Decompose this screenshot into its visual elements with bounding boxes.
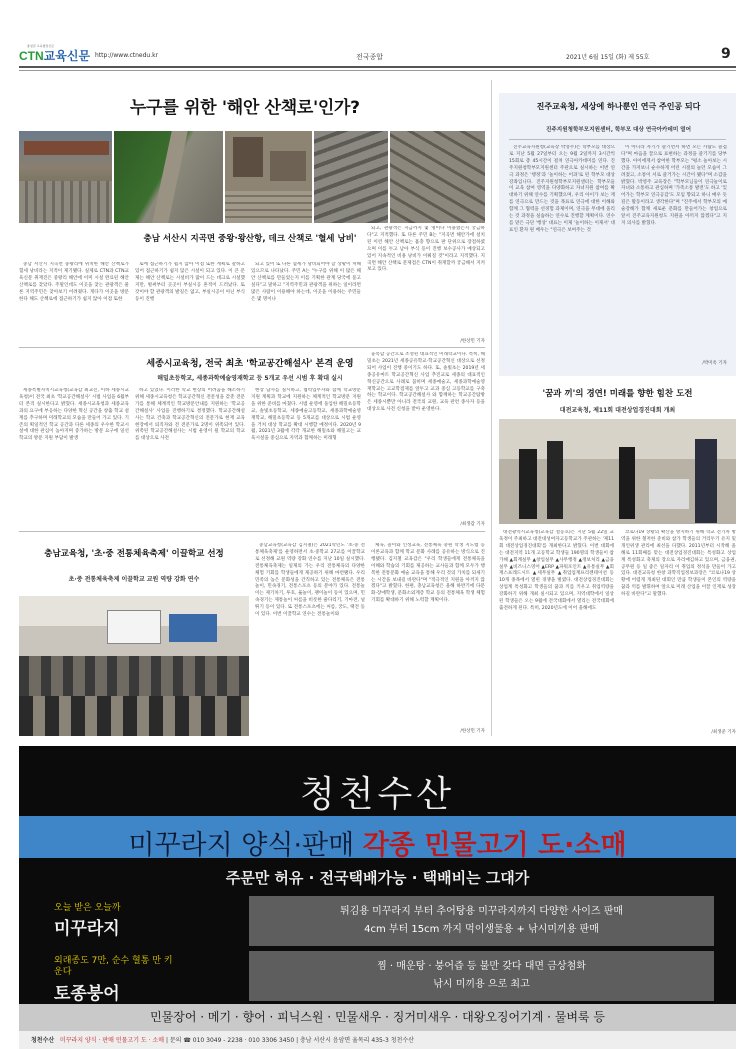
ad-box-loach [249,896,714,946]
article2-byline: /최생갑 기자 [460,522,485,527]
article3-col1 [255,543,365,736]
article2-col2 [135,388,245,518]
sidebar-text1: 진주교육지원청(교육장 박영주)은 학부모를 대상으로 지난 5월 27일부터 오는 9월 2일까지 3시간씩 15회로 총 45시간이 걸쳐 연극아카데미를 연다. 진주지원청학부모지원센터 주관으로 실시하는 이번 연극 과정은 '행정'과 '놀이하는 어과'로 된 학부모 대상 강좌입니다. 진주지원청학부모지원센터는 학부모들이 교육 참여 영역을 다양화하고 자녀지원 참여를 확대하기 위해 연수를 기획했으며, 우리 아이가 보는 재를 연극으로 만드는 것을 목표로 연극에 대한 이해와 함께 그 협력을 선경험 과제이며, 연극을 무대에 올리는 것 과정을 실습하는 연수로 진행할 계획이다. 연수를 맡은 극단 '행상' 대표는 이제 '놀이하는 이제서' 대표인 환자 원 배우는 "연극은 보여주는 것 [509,145,615,233]
sidebar-byline: /박미옥 기자 [702,361,727,366]
brand-name: 교육신문 [43,49,91,63]
sidebar-box [499,93,736,376]
masthead-rule-thin [19,70,736,71]
article2-text4: 융복합 공간으로 조성된 대표적인 미래학교이다. 특히, 해밀초는 2021년 세종공유학교·학교공간혁신 대상으로 선정되어 사업이 진행 중이기도 하다. 또, 솔빛초는 2019년 세종공유마트 학교공간혁신 사업 추진교로 세종의 대표적인 혁신공간으로 사례로 꼽히며 세종예술고, 세종과학예술영재학교는 고교학점제를 앞두고 교과 중심 고등학교를 구축하는 학교이다. 학교공간해설사 와 함께하는 학교공간탐방은 세종시뿐만 아니라 전국의 교원, 교육 관련 종사자 등을 대상으로 사전 신청을 받아 운영한다. [367,352,485,413]
ad-loach-line2: 4cm 부터 15cm 까지 먹이생물용 + 낚시미끼용 판매 [364,924,599,935]
ad-contact-text [31,1035,414,1044]
issue-date: 2021년 6월 15일 (화) 제 55호 [566,54,650,61]
article2-text2: 하고 있었다. 이러한 학교 현장의 어려움을 해소하기 위해 세종시교육청은 학교공간혁신 전문성을 갖춘 전문가를 통해 체계적인 학교방문안내를 지원하는 '학교공간해설사' 사업을 진행하기로 결정했다. 학교공간해설사는 학교 건축과 학교공간혁신의 전문가로 현재 교육 현장에서 퇴직자와 전 전문가로 2명이 위촉되어 있다. 위촉된 학교공간해설사는 시범 운영이 될 학교의 학교를 대상으로 사전 [135,388,245,442]
ad-loach-line1: 튀김용 미꾸라지 부터 추어탕용 미꾸라지까지 다양한 사이즈 판매 [339,906,624,917]
article4-byline: /최생준 기자 [711,730,736,735]
masthead [0,0,750,72]
article3-subhead: 초·중 전통체육축제 이끌학교 교원 역량 강화 연수 [68,576,200,583]
ad-service-line: 주문만 허유 · 전국택배가능 · 택배비는 그대가 [225,869,530,887]
ad-band-text [19,823,736,862]
article4-headline[interactable]: '꿈과 끼'의 경연! 미래를 향한 힘찬 도전 [542,389,693,399]
ad-tag-crucian: 외래종도 7만, 순수 혈통 만 키운다 [54,956,173,977]
ad-contact-name: 청천수산 [31,1037,55,1044]
article1-photo-stairs [314,131,388,223]
article2-subhead: 해밀초등학교, 세종과학예술영재학교 등 5개교 우선 시범 후 확대 실시 [157,375,343,382]
divider [509,139,726,140]
article1-subhead: 충남 서산시 지곡면 중왕·왕산항, 데크 산책로 '혈세 낭비' [143,234,357,244]
ad-band-left: 미꾸라지 양식·판매 [128,830,355,861]
article1-col1 [19,262,129,334]
article1-text1: 충남 서산시 지곡면 중왕리에 위치한 해안 산책로가 혈세 낭비라는 지적이 제기됐다. 실제로 CTN과 CTN교육신문 취재진은 중왕리 해안에 이미 시설 완료된 해안 산책로를 찾았다. 주말인데도 이곳을 찾는 관광객은 물론 지역주민은 찾아보기 어려웠다. 게다가 이곳을 방문한다 해도 산책로에 접근하기가 쉽지 않아 이점 또한 [19,262,129,302]
advertisement[interactable] [19,746,736,1049]
column-divider [491,80,492,736]
article1-text3: 되고 있어 또 다른 혈세가 낭비되어야 할 상황이 처해 있으므로 나타났다. 주민 A는 "누구를 위해 이 많은 해안 산책로를 만들었는지 이를 기획한 관계 당국에 묻고 싶다"고 말하고 "지역주민과 관광객을 위하는 일이라면 많은 사람이 이용해야 하는데, 이곳을 이용하는 주민들은 몇 명이나 [251,262,361,302]
article3-headline[interactable]: 충남교육청, '초·중 전통체육축제' 이끌학교 선정 [44,549,224,559]
sidebar-col2 [621,145,727,357]
sidebar-col1 [509,145,615,367]
article1-byline: /한상민 기자 [460,339,485,344]
ad-product-list [19,1004,736,1031]
ad-band [19,816,736,861]
article1-text4: 되고, 관광객은 지금까지 몇 명이나 이용했는지 궁금하다"고 지적했다. 또 다른 주민 B는 "지곡면 해안가에 설치된 이런 해안 산책로는 흡충 향으로 판 단위으로 장점하였으며 이를 두고 남아 부식 등이 진행 보수공사가 예상되고 있어 지속적인 비용 낭비가 이뤄질 것"이라고 지적했다. 지곡면 해안 산책로 문제점은 CTN이 취재할까 궁금해서 지켜보고 있다. [367,226,485,273]
article3-photo-training [19,596,249,736]
ad-box-crucian [249,951,714,1001]
article3-byline: /한상민 기자 [460,729,485,734]
article2-col3 [251,388,361,518]
section-name: 전국종합 [356,53,384,61]
ad-band-right: 각종 민물고기 도·소매 [362,830,627,861]
article2-text3: 현장 답사를 실시하고, 협력업무자와 함께 학교방문 지원 계획과 학교에 지원하는 체계적인 학교방문 지원을 위한 준비를 마쳤다. 시범 운영에 돌입한 해밀초등학교, 솔빛초등학교, 세종예술고등학교, 세종과학예술영재학교, 해밀초등학교 등 5개교를 대상으로 시범 운영을 거쳐 대상 학교를 확대 시행할 예정이다. 2020년 9월, 2021년 3월에 각각 개교한 해밀초와 해밀고는 교육시설을 중심으로 지역과 함께하는 미래형 [251,388,361,442]
divider [19,531,485,532]
article2-col1 [19,388,129,518]
article4-photo-contest [499,419,736,524]
divider [19,347,485,348]
page-number: 9 [721,46,731,62]
brand-logo[interactable] [19,47,90,64]
ad-tag-loach: 오늘 받은 오늘까 [54,903,121,913]
article1-col3 [251,262,361,334]
article4-text1: 대전광역시교육청(교육감 설동호)은 지난 5월 22일 교육정이 주최하고 대전대성여자고등학교가 주관하는 '제11회 대전상업경진대회'를 개최한다고 밝혔다. 이번 대회에는 대전지역 11개 고등학교 학생들 190명의 학생들이 참가해 ▲회계실무 ▲창업실무 ▲사무행정 ▲정보처리 ▲금융실무 ▲비즈니스영어 ▲ERP ▲파워포인트 ▲유통실무 ▲회계스프레드시트 ▲세무실무 ▲취업업계프리젠테이션 등 10개 종목에서 열띤 경쟁을 벌였다. 대전상업경진대회는 상업계 특성화고 학생들의 꿈과 끼를 키우고 취업역량을 강화하기 위해 개최 실시되고 있으며, 지역대학에서 일상된 학생들은 오는 9월에 전국대회에서 열리는 전국대회에 출전하게 된다. 특히, 2020년도에 이어 올해에도 [499,530,614,611]
article4-col2 [621,530,736,728]
ad-contact-tail[interactable]: | 문의 ☎ 010 3049 - 2238 · 010 3306 3450 | 충남 서산시 음암면 율목리 435-3 청천수산 [165,1037,414,1044]
brand-tagline: 충청권 교육행정신문 [27,44,55,48]
sidebar-text2: 이 아니라 자기가 즐기면서 하면 모든 사람도 즐겁다"며 마음을 끌으로 표현하는 과정을 즐기기를 당부했다. 아이에게서 참여한 학부모는 "평소 놀아보는 시간을 가져보니 순수하게 어린 시절의 놀던 모습이 그려졌고, 소통이 서로 즐거가는 시간이 됐다"며 소감을 밝혔다. 박영주 교육장은 "학부모님들이 연극놀이로 자녀와 소통하고 관심하며 '가족소통 발전'도 하고 '잊어가는 학부모 연극공감'도 모임 향되고 하니 매우 듯깊은 활동이라고 생각한다"며 "진주에서 학부모의 예술강해가 함께 새로운 문화를 만들어가는 창업으로 앞서 진주교육지원청도 지원을 아끼지 않겠다"고 지지 의사를 밝혔다. [621,145,727,226]
article1-photo-debris [390,131,485,223]
brand-ctn: CTN [19,49,44,63]
ad-name-crucian: 토종붕어 [54,984,120,1004]
article1-col2 [135,262,245,334]
article1-photo-walkway [19,131,112,223]
ad-contact-bar [19,1031,736,1049]
article2-text1: 세종특별자치시교육청(교육감 최교진, 이하 세종시교육청)이 전국 최초 '학교공간해설사' 시범 사업을 6월부터 본격 실시한다고 밝혔다. 세종시교육청과 세종교육과의 요구에 부응하는 다양한 혁신 공간을 창출 학교 설계를 추구하며 미래학교의 모습을 만들어 가고 있다. 기존의 획일적인 학교 공간과 다른 세종의 우수한 학교시설에 대한 관심이 높아지며 증가하는 방문 요구에 일선 학교의 방문 지원 부담이 발생 [19,388,129,442]
masthead-rule [19,66,736,68]
ad-title: 청천수산 [299,774,456,814]
article1-photo-deck-grass [114,131,223,223]
ad-crucian-line1: 찜 · 매운탕 · 붕어즙 등 불만 갖다 대면 금상첨화 [377,961,586,972]
ad-crucian-line2: 낚시 미끼용 으로 최고 [433,979,530,990]
site-url-link[interactable]: http://www.ctnedu.kr [95,52,159,59]
ad-product-list-text: 민물장어 · 메기 · 향어 · 피닉스원 · 민물새우 · 징거미새우 · 대왕오징어기계 · 물벼룩 등 [150,1010,605,1024]
article1-text2: 로에 접근하기가 쉽지 않아 이점 또한 계획로 갈하고 있어 접근하기가 쉽지 않은 시설이 되고 있다. 이 큰 문제는 해안 산책로는 시설비가 많이 드는 데크로 시설했지만, 벌써부터 곳곳이 부실시공 흔적이 드러났다. 또 갓이야 할 관광객의 발길은 없고, 부실시공이 아닌 부식 등이 진행 [135,262,245,302]
article1-photo-rusted-deck [225,131,312,223]
article2-col4 [367,352,485,518]
article2-headline[interactable]: 세종시교육청, 전국 최초 '학교공간해설사' 본격 운영 [146,359,354,369]
sidebar-headline[interactable]: 진주교육청, 세상에 하나뿐인 연극 주인공 되다 [536,102,701,111]
ad-contact-red: 미꾸라지 양식 · 판매 민물고기 도 · 소매 [59,1037,165,1044]
article4-subhead: 대전교육청, 제11회 대전상업경진대회 개최 [559,407,676,414]
article4-col1 [499,530,614,736]
article3-col2 [371,543,485,726]
article1-headline[interactable]: 누구를 위한 '해안 산책로'인가? [130,98,360,118]
article1-col4 [367,226,485,334]
article4-text2: 코로나19 상황의 확산을 방지하기 위해 학교 전기차 방역을 위한 철저한 준비와 참가 학생들의 거리두기 유지 및 개인위생 관리에 최선을 다했다. 2011년부터 시작해 올해로 11회째를 맞는 대전상업경진대회는 특성화고 상업계 특성화고 축제의 장으로 자리매김하고 있으며, 금융권, 공무원 등 일 좋은 일자리 이 취업의 정석을 만들어 가고 있다. 대전교육청 한창 과학직업정보과장은 "코로나19 상황에 어렵게 개최된 대회인 만큼 학생들이 본인의 역량을 꿈과 끼를 발휘하여 앞으로 미래 산업을 이끌 인재로 성장하길 바란다"고 말했다. [621,530,736,598]
ad-name-loach: 미꾸라지 [54,919,120,939]
sidebar-subhead: 진주지원청학부모지원센터, 학부모 대상 연극아카데미 열어 [545,127,691,133]
article3-text1: 충남교육청(교육감 김지철)은 2021학년도 '초·중 전통체육축제'를 운영하면서 초·중학교 27교를 이끌학교로 선정해 교원 역량 강화 연수를 지난 10일 실시했다. 전통체육축제는 일제의 가는 우리 전통체육의 다양한 체험 기회를 학생들에게 제공하기 위해 마련됐다. 우리 민족의 높은 문화성을 간직하고 있는 전통체육은 전통놀이, 민속경기, 전통스포츠 등의 분야가 있다. 전통놀이는 제기차기, 투호, 윷놀이, 팽이놀이 등이 있으며, 민속경기는 제통놀이 씨름을 비롯한 줄다리기, 기마전, 널뛰기 등이 있다. 또 전통스포츠에는 씨름, 궁도, 택견 등이 있다. 이번 이끌학교 연수는 전통놀이와 [255,543,365,618]
article3-text2: 체육, 놀이와 인성교육, 전통체육 충원 학생 지도법 등 이론교육과 함께 학교 문화 사례를 공유하는 방식으로 진행됐다. 김지철 교육감은 "우리 학생들에게 전통체육을 이해와 학습의 기회를 제공하는 교사들과 함께 모두가 행복한 전통문화 예술 교육을 통해 우리 것의 가치를 되새기는 시간을 보내길 바란다"며 "적극적인 지원을 아끼지 않겠다"고 밝혔다. 한편, 충남교육청은 올해 하반기에 다문화·장애학생, 문화소외계층 학교 등의 전통체육 학생 체험 기회를 확대하기 위해 노력할 계획이다. [371,543,485,604]
